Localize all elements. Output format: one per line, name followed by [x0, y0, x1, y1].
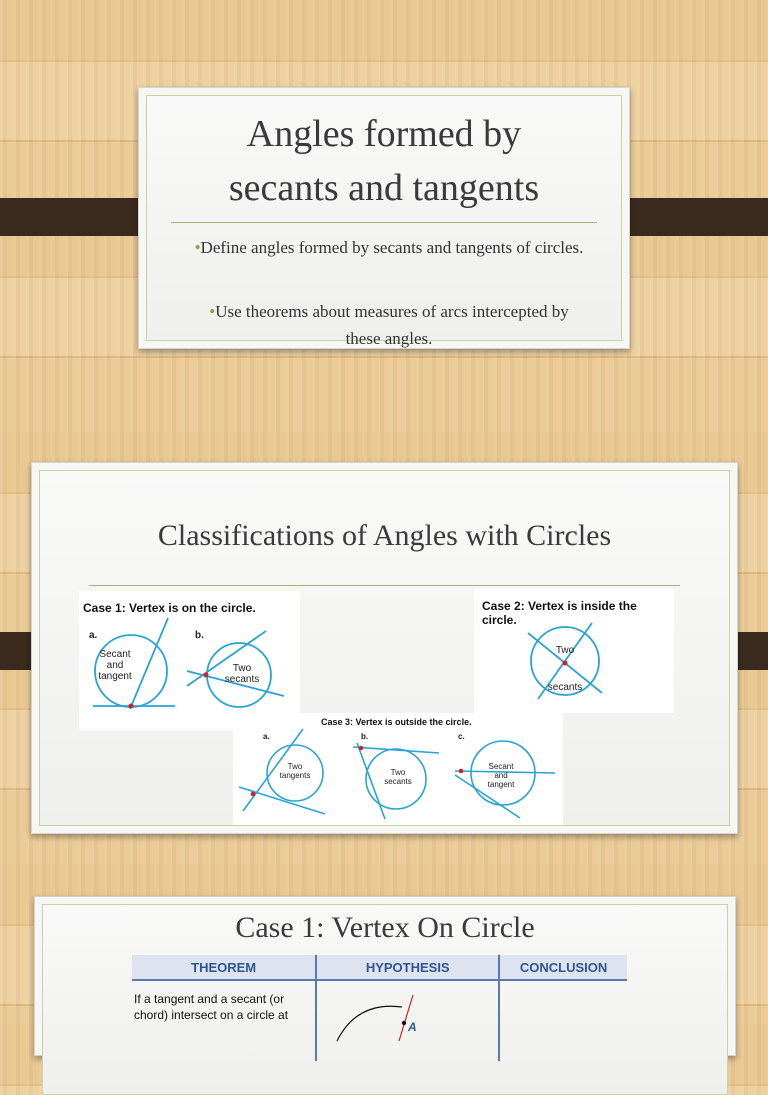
hypothesis-ray	[399, 995, 413, 1041]
case-2-diagram	[474, 589, 674, 713]
case-3-caption: Case 3: Vertex is outside the circle.	[321, 717, 472, 727]
header-conclusion: CONCLUSION	[499, 955, 627, 980]
theorem-cell	[132, 980, 316, 1061]
case-3b-label-2: secants	[384, 777, 412, 786]
case-3c-vertex	[459, 769, 464, 774]
case-3a-tangent-2	[239, 787, 325, 814]
case-3a-label-2: tangents	[279, 771, 311, 780]
header-hypothesis: HYPOTHESIS	[316, 955, 499, 980]
case-3b-letter: b.	[361, 732, 369, 741]
table-row	[132, 980, 627, 1061]
case-2-label-top: Two	[555, 645, 575, 656]
bullet-1-text: Define angles formed by secants and tangents of circles.	[200, 238, 584, 257]
theorem-line-1: If a tangent and a secant (or	[134, 992, 285, 1006]
conclusion-cell	[499, 980, 627, 1061]
case-3c-label-3: tangent	[487, 780, 515, 789]
case-1-diagram	[79, 591, 300, 731]
slide-classifications[interactable]	[31, 462, 738, 834]
slide-2-title: Classifications of Angles with Circles	[157, 519, 612, 552]
case-3a-label-1: Two	[287, 762, 303, 771]
case-1a-vertex	[129, 704, 134, 709]
bullet-1: •Define angles formed by secants and tangents of circles.	[194, 238, 584, 257]
case-3b-secant-1	[353, 747, 439, 753]
hypothesis-diagram	[317, 981, 499, 1041]
case-1a-label-3: tangent	[98, 671, 132, 682]
case-2-label-bottom: secants	[547, 682, 583, 693]
bullet-2: •Use theorems about measures of arcs intercepted by these angles.	[209, 302, 569, 348]
title-divider	[171, 222, 597, 223]
case-2-figure	[474, 589, 674, 713]
case-2-caption: Case 2: Vertex is inside the circle.	[482, 599, 637, 627]
case-3b-vertex	[359, 746, 364, 751]
case-1a-label-2: and	[106, 660, 124, 671]
slide-title[interactable]	[138, 87, 630, 349]
case-3a-vertex	[251, 792, 256, 797]
case-1-caption: Case 1: Vertex is on the circle.	[83, 601, 256, 615]
theorem-table	[132, 955, 627, 1061]
case-1a-label-1: Secant	[99, 649, 131, 660]
header-theorem: THEOREM	[132, 955, 316, 980]
case-3b-label-1: Two	[390, 768, 406, 777]
case-3b-secant-2	[357, 743, 385, 819]
slide-3-title: Case 1: Vertex On Circle	[235, 911, 535, 944]
wood-bar-left-1	[0, 198, 156, 236]
case-3c-label-1: Secant	[488, 762, 514, 771]
theorem-line-2: chord) intersect on a circle at	[134, 1008, 289, 1022]
slide-title-line-1: Angles formed by	[246, 113, 522, 155]
case-3c-label-2: and	[494, 771, 508, 780]
case-1a-secant	[130, 618, 168, 709]
slide-title-line-2: secants and tangents	[228, 167, 540, 209]
table-header-row	[132, 955, 627, 980]
case-1b-letter: b.	[195, 630, 204, 641]
case-3c-letter: c.	[458, 732, 465, 741]
bullet-2-text: Use theorems about measures of arcs intercepted by these angles.	[215, 302, 569, 348]
point-a-label: A	[408, 1020, 417, 1034]
slide-case-1[interactable]	[34, 896, 736, 1056]
case-1b-label-2: secants	[224, 674, 260, 685]
case-1b-vertex	[204, 673, 209, 678]
case-3a-letter: a.	[263, 732, 270, 741]
case-1-figure	[79, 591, 300, 731]
title-divider	[89, 585, 680, 586]
wood-bar-right-1	[612, 198, 768, 236]
case-1a-letter: a.	[89, 630, 98, 641]
case-3-diagram	[233, 713, 563, 825]
case-3-figure	[233, 713, 563, 825]
hypothesis-point	[402, 1021, 406, 1025]
case-2-vertex	[563, 661, 568, 666]
hypothesis-cell	[316, 980, 499, 1061]
case-1b-label-1: Two	[232, 663, 252, 674]
